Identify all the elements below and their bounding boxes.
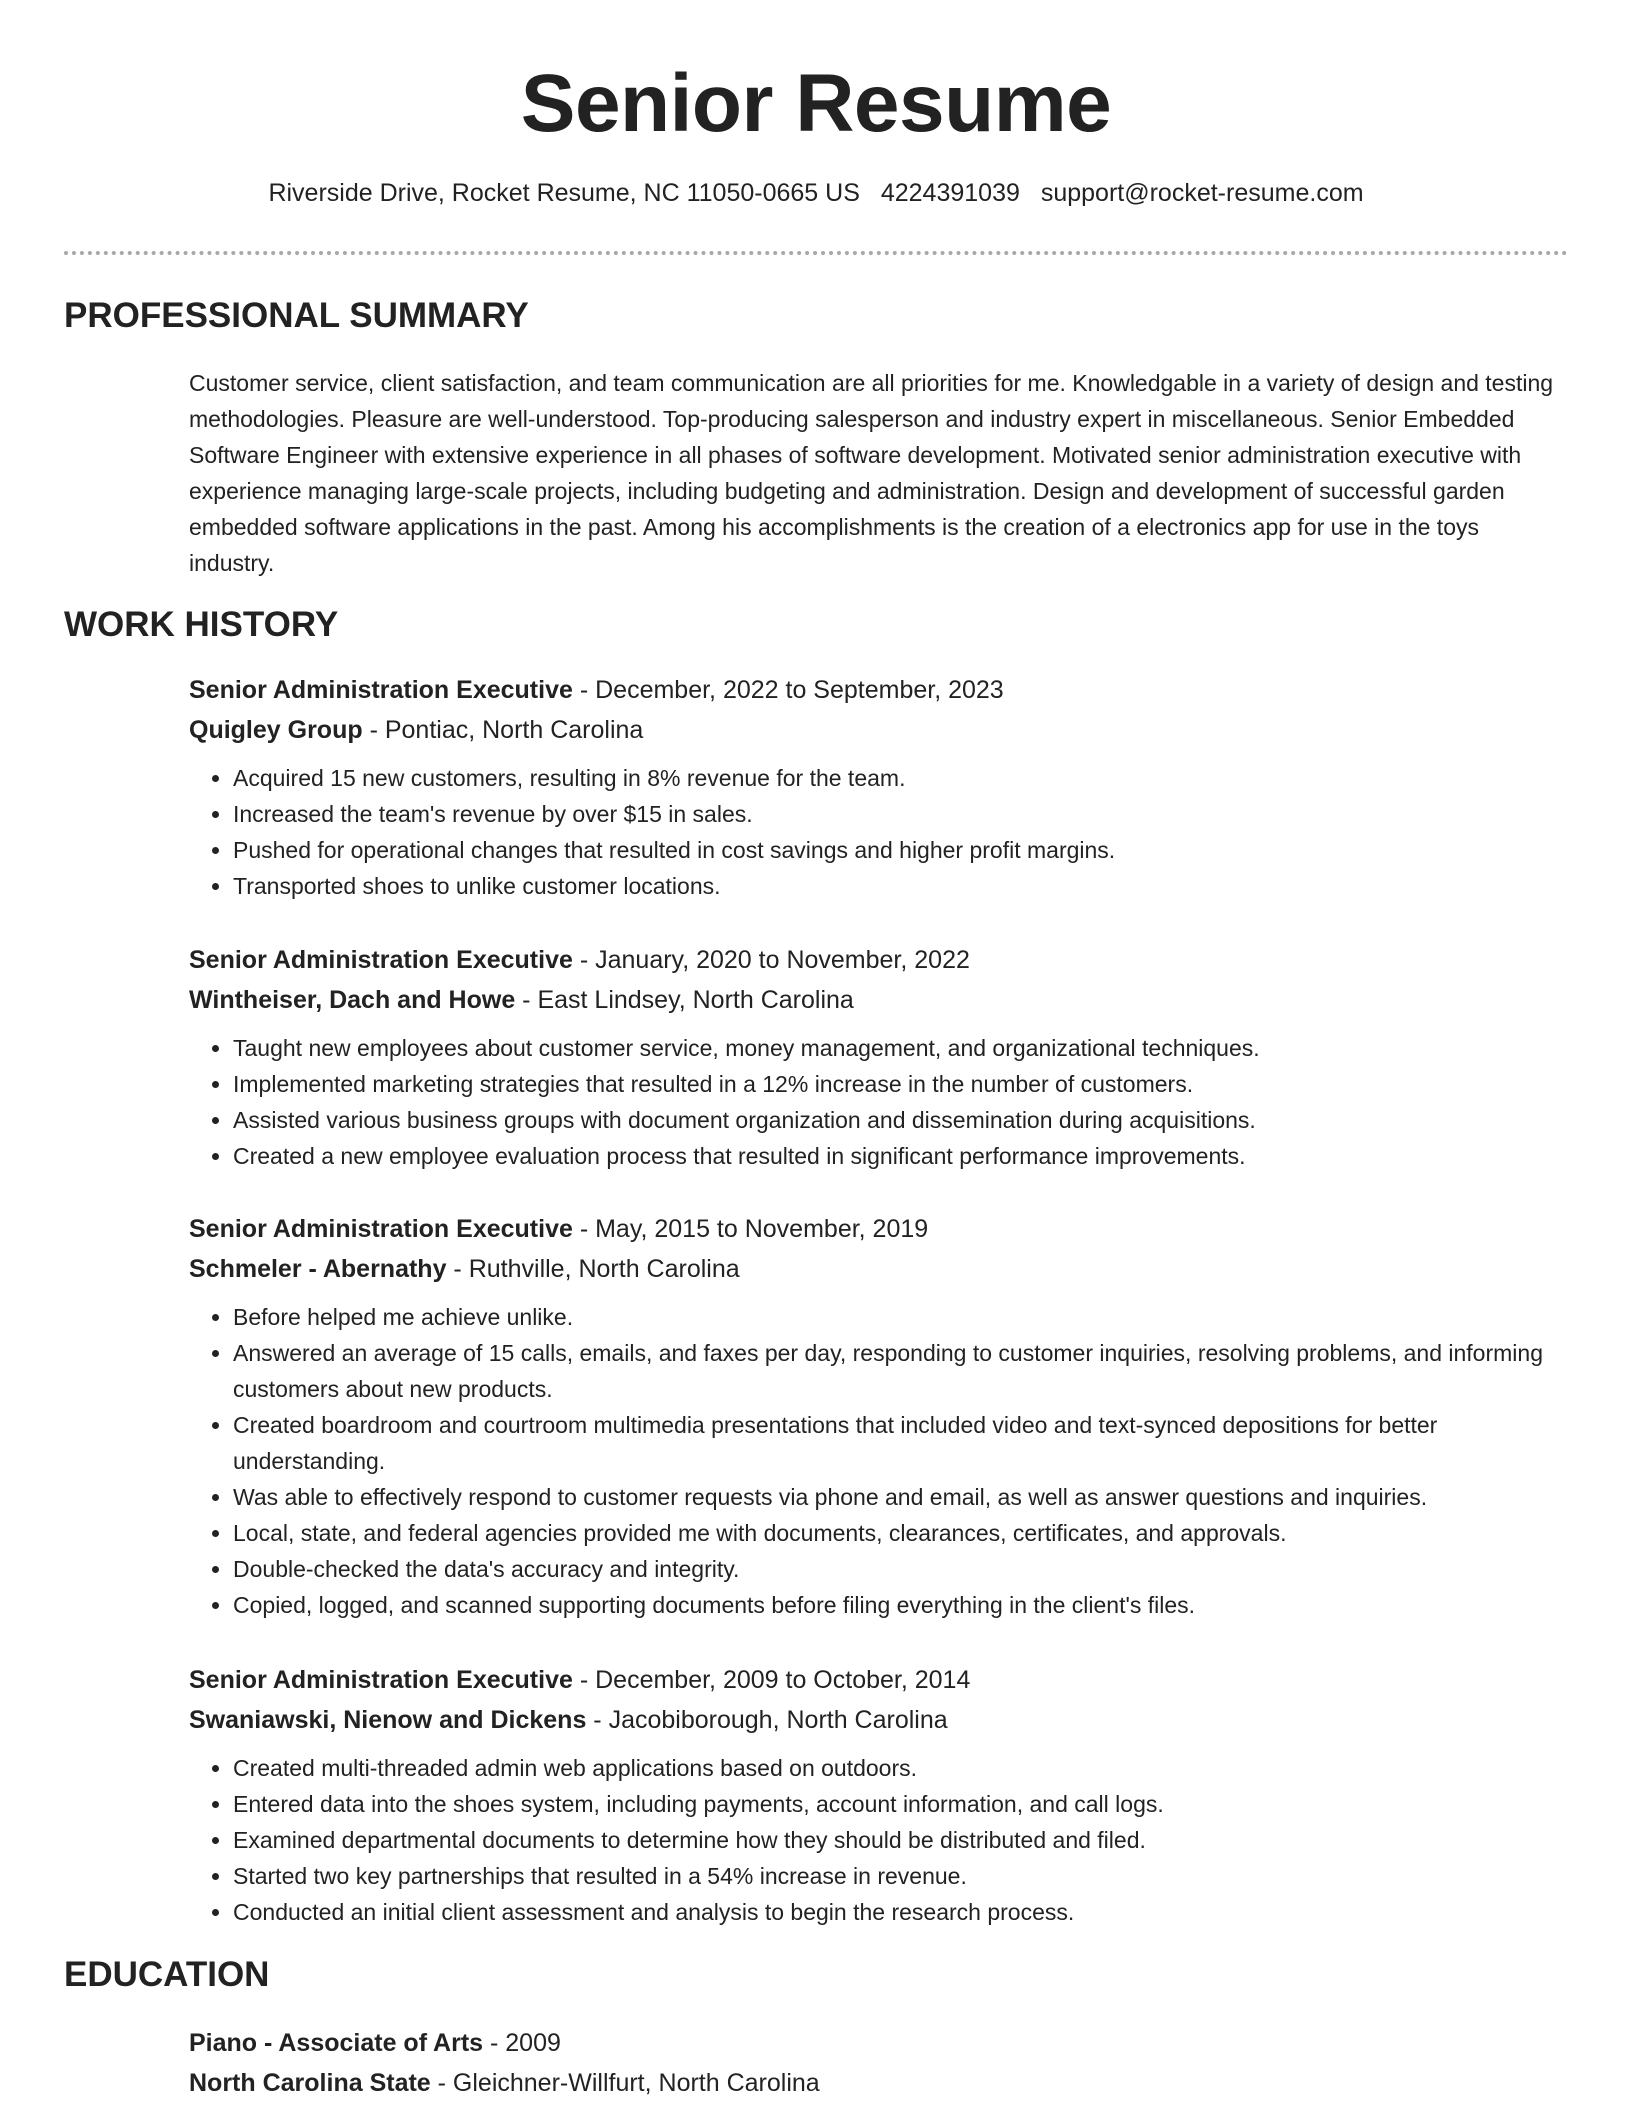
job-bullet: • Created boardroom and courtroom multimedia presentations that included video and text-synced depositions for better understanding.	[233, 1407, 1569, 1479]
job-role: Senior Administration Executive	[189, 676, 573, 704]
job-company-line	[189, 1249, 1569, 1289]
job-title-line	[189, 1209, 1569, 1249]
job-title-line	[189, 940, 1569, 980]
contact-line	[0, 179, 1632, 208]
education-school: North Carolina State	[189, 2069, 431, 2097]
job-bullet: • Answered an average of 15 calls, emails, and faxes per day, responding to customer inquiries, resolving problems, and informing customers about new products.	[233, 1335, 1569, 1407]
job-company: Schmeler - Abernathy	[189, 1255, 447, 1283]
job-dates: - December, 2009 to October, 2014	[572, 1666, 971, 1694]
education-degree: Piano - Associate of Arts	[189, 2029, 484, 2057]
job-location: - Ruthville, North Carolina	[446, 1255, 740, 1283]
job-bullet: • Was able to effectively respond to customer requests via phone and email, as well as answer questions and inquiries.	[233, 1479, 1569, 1515]
job-bullet: • Entered data into the shoes system, including payments, account information, and call logs.	[233, 1786, 1569, 1822]
contact-phone: 4224391039	[880, 179, 1020, 207]
job-bullet: • Created multi-threaded admin web applications based on outdoors.	[233, 1750, 1569, 1786]
job-bullet: • Increased the team's revenue by over $15 in sales.	[233, 796, 1569, 832]
job-bullet: • Created a new employee evaluation process that resulted in significant performance improvements.	[233, 1138, 1569, 1174]
job-entry	[189, 1660, 1569, 1930]
job-bullet: • Local, state, and federal agencies provided me with documents, clearances, certificates, and approvals.	[233, 1515, 1569, 1551]
job-bullet: • Transported shoes to unlike customer locations.	[233, 868, 1569, 904]
job-bullets	[189, 1030, 1569, 1174]
resume-name: Senior Resume	[520, 58, 1112, 149]
job-bullets	[189, 1750, 1569, 1930]
work-history-heading: WORK HISTORY	[64, 605, 339, 644]
job-bullet: • Acquired 15 new customers, resulting in 8% revenue for the team.	[233, 760, 1569, 796]
job-entry	[189, 1209, 1569, 1623]
job-bullets	[189, 1299, 1569, 1623]
job-company-line	[189, 980, 1569, 1020]
education-degree-line	[189, 2023, 1569, 2063]
job-role: Senior Administration Executive	[189, 946, 573, 974]
job-bullet: • Implemented marketing strategies that resulted in a 12% increase in the number of customers.	[233, 1066, 1569, 1102]
job-bullet: • Assisted various business groups with document organization and dissemination during acquisitions.	[233, 1102, 1569, 1138]
job-location: - Pontiac, North Carolina	[362, 716, 644, 744]
contact-email: support@rocket-resume.com	[1040, 179, 1364, 207]
job-company: Quigley Group	[189, 716, 363, 744]
job-bullet: • Copied, logged, and scanned supporting documents before filing everything in the client's files.	[233, 1587, 1569, 1623]
job-company: Wintheiser, Dach and Howe	[189, 986, 516, 1014]
education-entry	[189, 2023, 1569, 2103]
summary-heading: PROFESSIONAL SUMMARY	[64, 296, 529, 335]
job-bullet: • Taught new employees about customer service, money management, and organizational techniques.	[233, 1030, 1569, 1066]
job-company-line	[189, 710, 1569, 750]
education-year: - 2009	[483, 2029, 561, 2057]
job-company-line	[189, 1700, 1569, 1740]
job-bullet: • Conducted an initial client assessment and analysis to begin the research process.	[233, 1894, 1569, 1930]
job-entry	[189, 940, 1569, 1174]
job-dates: - May, 2015 to November, 2019	[572, 1215, 929, 1243]
job-bullet: • Pushed for operational changes that resulted in cost savings and higher profit margins.	[233, 832, 1569, 868]
job-bullet: • Double-checked the data's accuracy and integrity.	[233, 1551, 1569, 1587]
job-location: - East Lindsey, North Carolina	[515, 986, 854, 1014]
job-entry	[189, 670, 1569, 904]
job-location: - Jacobiborough, North Carolina	[586, 1706, 948, 1734]
job-bullet: • Examined departmental documents to determine how they should be distributed and filed.	[233, 1822, 1569, 1858]
job-bullets	[189, 760, 1569, 904]
education-heading: EDUCATION	[64, 1955, 270, 1994]
job-title-line	[189, 1660, 1569, 1700]
job-company: Swaniawski, Nienow and Dickens	[189, 1706, 587, 1734]
summary-text: Customer service, client satisfaction, and team communication are all priorities for me. Knowledgable in a variety of design and testing methodologies. Pleasure are well-understood. Top-producing salesperson and industry expert in miscellaneous. Senior Embedded Software Engineer with extensive experience in all phases of software development. Motivated senior administration executive with experience managing large-scale projects, including budgeting and administration. Design and development of successful garden embedded software applications in the past. Among his accomplishments is the creation of a electronics app for use in the toys industry.	[189, 370, 1554, 576]
job-bullet: • Started two key partnerships that resulted in a 54% increase in revenue.	[233, 1858, 1569, 1894]
job-role: Senior Administration Executive	[189, 1215, 573, 1243]
job-title-line	[189, 670, 1569, 710]
education-school-line	[189, 2063, 1569, 2103]
header-divider	[64, 251, 1568, 255]
job-role: Senior Administration Executive	[189, 1666, 573, 1694]
education-location: - Gleichner-Willfurt, North Carolina	[430, 2069, 820, 2097]
job-dates: - December, 2022 to September, 2023	[572, 676, 1004, 704]
job-dates: - January, 2020 to November, 2022	[572, 946, 970, 974]
contact-address: Riverside Drive, Rocket Resume, NC 11050-0665 US	[268, 179, 860, 207]
job-bullet: • Before helped me achieve unlike.	[233, 1299, 1569, 1335]
